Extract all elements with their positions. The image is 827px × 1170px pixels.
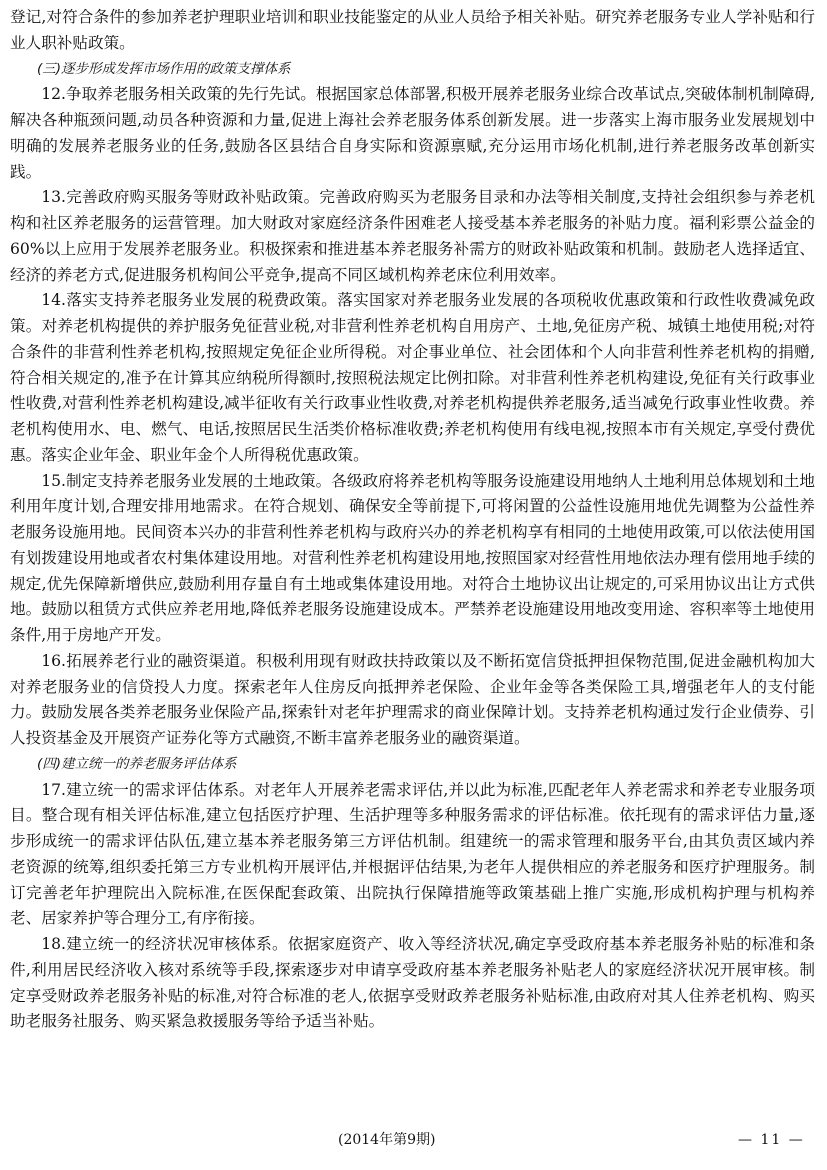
section-heading-4: (四)建立统一的养老服务评估体系 xyxy=(37,755,237,772)
paragraph-item-13: 13.完善政府购买服务等财政补贴政策。完善政府购买为老服务目录和办法等相关制度,支持社会组织参与养老机构和社区养老服务的运营管理。加大财政对家庭经济条件困难老人接受基本养老服务的补贴力度。福利彩票公益金的60%以上应用于发展养老服务业。积极探索和推进基本养老服务补需方的财政补贴政策和机制。鼓励老人选择适宜、经济的养老方式,促进服务机构间公平竞争,提高不同区域机构养老床位利用效率。 xyxy=(10,188,815,284)
page-number: — 11 — xyxy=(738,1132,805,1148)
paragraph-item-12: 12.争取养老服务相关政策的先行先试。根据国家总体部署,积极开展养老服务业综合改革试点,突破体制机制障碍,解决各种瓶颈问题,动员各种资源和力量,促进上海社会养老服务体系创新发展。进一步落实上海市服务业发展规划中明确的发展养老服务业的任务,鼓励各区县结合自身实际和资源禀赋,充分运用市场化机制,进行养老服务改革创新实践。 xyxy=(10,85,815,181)
paragraph-item-16: 16.拓展养老行业的融资渠道。积极利用现有财政扶持政策以及不断拓宽信贷抵押担保物范围,促进金融机构加大对养老服务业的信贷投人力度。探索老年人住房反向抵押养老保险、企业年金等各类保险工具,增强老年人的支付能力。鼓励发展各类养老服务业保险产品,探索针对老年护理需求的商业保障计划。支持养老机构通过发行企业债券、引人投资基金及开展资产证券化等方式融资,不断丰富养老服务业的融资渠道。 xyxy=(10,651,815,747)
paragraph-item-14: 14.落实支持养老服务业发展的税费政策。落实国家对养老服务业发展的各项税收优惠政策和行政性收费减免政策。对养老机构提供的养护服务免征营业税,对非营利性养老机构自用房产、土地,免征房产税、城镇土地使用税;对符合条件的非营利性养老机构,按照规定免征企业所得税。对企事业单位、社会团体和个人向非营利性养老机构的捐赠,符合相关规定的,准予在计算其应纳税所得额时,按照税法规定比例扣除。对非营利性养老机构建设,免征有关行政事业性收费,对营利性养老机构建设,减半征收有关行政事业性收费,对养老机构提供养老服务,适当减免行政事业性收费。养老机构使用水、电、燃气、电话,按照居民生活类价格标准收费;养老机构使用有线电视,按照本市有关规定,享受付费优惠。落实企业年金、职业年金个人所得税优惠政策。 xyxy=(10,291,815,464)
document-body xyxy=(10,5,815,1035)
section-heading-3: (三)逐步形成发挥市场作用的政策支撑体系 xyxy=(37,60,291,77)
issue-label: (2014年第9期) xyxy=(338,1132,436,1148)
paragraph-continuation: 登记,对符合条件的参加养老护理职业培训和职业技能鉴定的从业人员给予相关补贴。研究养老服务专业人学补贴和行业人职补贴政策。 xyxy=(10,8,815,52)
paragraph-item-15: 15.制定支持养老服务业发展的土地政策。各级政府将养老机构等服务设施建设用地纳人土地利用总体规划和土地利用年度计划,合理安排用地需求。在符合规划、确保安全等前提下,可将闲置的公益性设施用地优先调整为公益性养老服务设施用地。民间资本兴办的非营利性养老机构与政府兴办的养老机构享有相同的土地使用政策,可以依法使用国有划拨建设用地或者农村集体建设用地。对营利性养老机构建设用地,按照国家对经营性用地依法办理有偿用地手续的规定,优先保障新增供应,鼓励利用存量自有土地或集体建设用地。对符合土地协议出让规定的,可采用协议出让方式供地。鼓励以租赁方式供应养老用地,降低养老服务设施建设成本。严禁养老设施建设用地改变用途、容积率等土地使用条件,用于房地产开发。 xyxy=(10,471,815,644)
paragraph-item-17: 17.建立统一的需求评估体系。对老年人开展养老需求评估,并以此为标准,匹配老年人养老需求和养老专业服务项目。整合现有相关评估标准,建立包括医疗护理、生活护理等多种服务需求的评估标准。依托现有的需求评估力量,逐步形成统一的需求评估队伍,建立基本养老服务第三方评估机制。组建统一的需求管理和服务平台,由其负责区域内养老资源的统筹,组织委托第三方专业机构开展评估,并根据评估结果,为老年人提供相应的养老服务和医疗护理服务。制订完善老年护理院出入院标准,在医保配套政策、出院执行保障措施等政策基础上推广实施,形成机构护理与机构养老、居家养护等合理分工,有序衔接。 xyxy=(10,780,815,928)
paragraph-item-18: 18.建立统一的经济状况审核体系。依据家庭资产、收入等经济状况,确定享受政府基本养老服务补贴的标准和条件,利用居民经济收入核对系统等手段,探索逐步对申请享受政府基本养老服务补贴老人的家庭经济状况开展审核。制定享受财政养老服务补贴的标准,对符合标准的老人,依据享受财政养老服务补贴标准,由政府对其人住养老机构、购买助老服务社服务、购买紧急救援服务等给予适当补贴。 xyxy=(10,935,815,1031)
page-footer xyxy=(0,1127,827,1153)
